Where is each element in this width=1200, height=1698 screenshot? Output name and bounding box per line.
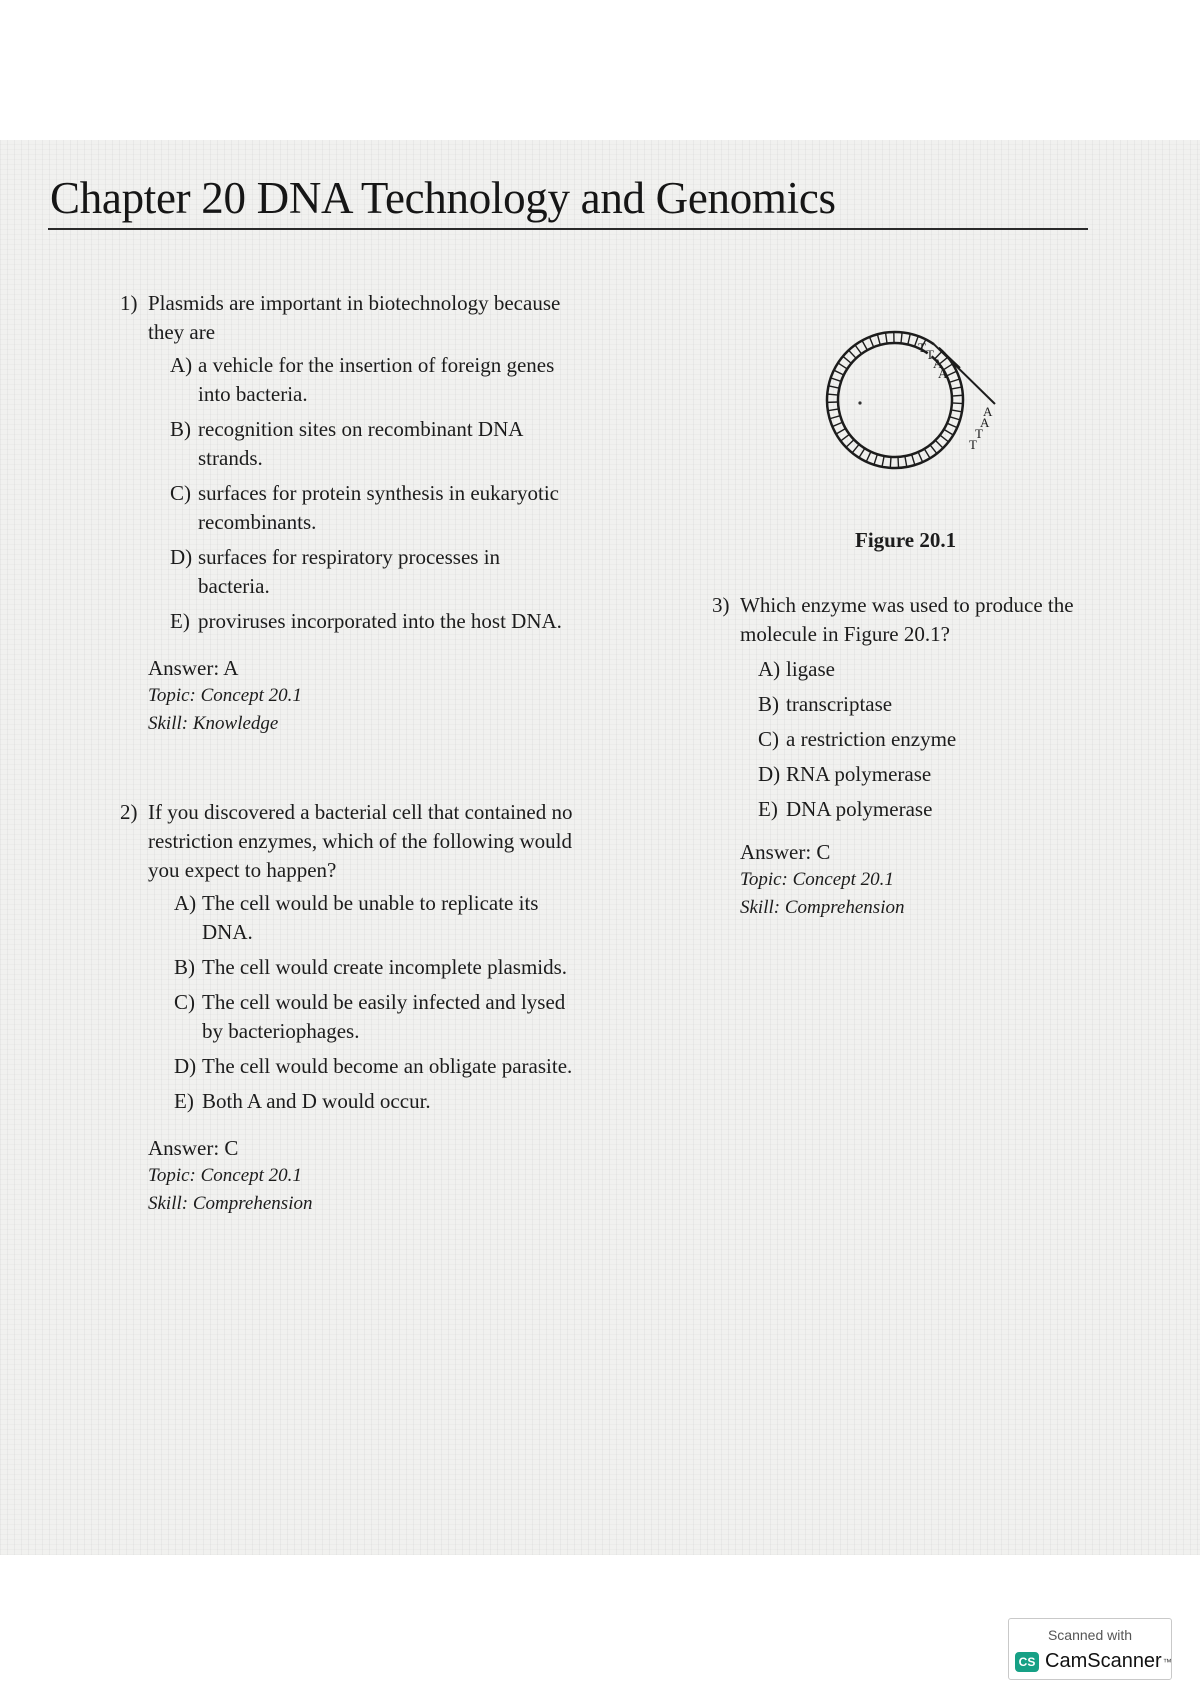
base-pair-rung bbox=[870, 337, 874, 347]
sticky-end-bottom bbox=[969, 404, 993, 452]
base-pair-rung bbox=[859, 448, 865, 457]
base-pair-rung bbox=[947, 423, 957, 427]
base-pair-rung bbox=[886, 333, 888, 344]
base-pair-rung bbox=[846, 440, 854, 448]
base-pair-rung bbox=[834, 370, 844, 375]
chapter-title: Chapter 20 DNA Technology and Genomics bbox=[50, 173, 836, 223]
question-number: 2) bbox=[120, 800, 138, 824]
choice-e: E) Both A and D would occur. bbox=[174, 1089, 431, 1113]
base-pair-rung bbox=[901, 332, 902, 343]
base-pair-rung bbox=[912, 455, 915, 466]
topic-line: Topic: Concept 20.1 bbox=[148, 685, 302, 706]
base-pair-rung bbox=[890, 457, 891, 468]
base-pair-rung bbox=[830, 416, 841, 419]
base-pair-rung bbox=[849, 350, 857, 358]
base-pair-rung bbox=[940, 435, 949, 442]
sticky-end-base: T bbox=[969, 437, 977, 452]
sticky-end-base: T bbox=[918, 340, 926, 355]
base-pair-rung bbox=[862, 341, 867, 351]
figure-dot bbox=[858, 401, 861, 404]
choice-d: D) The cell would become an obligate parasite. bbox=[174, 1054, 573, 1078]
sticky-end-base: A bbox=[938, 366, 948, 381]
choice-b: B) recognition sites on recombinant DNA strands. bbox=[170, 417, 523, 470]
base-pair-rung bbox=[852, 444, 859, 453]
question-number: 3) bbox=[712, 593, 730, 617]
base-pair-rung bbox=[836, 429, 846, 435]
choice-c: C) a restriction enzyme bbox=[758, 727, 957, 751]
answer-block bbox=[148, 654, 565, 738]
choice-a: A) ligase bbox=[758, 657, 835, 681]
question-stem: Which enzyme was used to produce the molecule in Figure 20.1? bbox=[740, 593, 1074, 646]
choice-b: B) The cell would create incomplete plasmids. bbox=[174, 955, 568, 979]
base-pair-rung bbox=[952, 395, 963, 396]
base-pair-rung bbox=[843, 356, 851, 363]
figure-caption: Figure 20.1 bbox=[855, 528, 957, 552]
choice-c: C) surfaces for protein synthesis in eukaryotic recombinants. bbox=[170, 481, 559, 534]
base-pair-rung bbox=[949, 379, 959, 382]
base-pair-rung bbox=[908, 334, 910, 345]
camscanner-logo-icon: CS bbox=[1015, 1652, 1039, 1672]
question-number: 1) bbox=[120, 291, 138, 315]
base-pair-rung bbox=[841, 434, 850, 441]
base-pair-rung bbox=[935, 440, 943, 448]
base-pair-rung bbox=[947, 371, 957, 376]
base-pair-rung bbox=[874, 454, 877, 464]
question-stem: Plasmids are important in biotechnology because they are bbox=[148, 291, 561, 344]
base-pair-rung bbox=[952, 403, 963, 404]
base-pair-rung bbox=[838, 363, 847, 369]
skill-line: Skill: Comprehension bbox=[740, 897, 905, 918]
base-pair-rung bbox=[898, 457, 899, 468]
answer-line: Answer: C bbox=[740, 840, 831, 864]
choice-e: E) proviruses incorporated into the host DNA. bbox=[170, 609, 562, 633]
base-pair-rung bbox=[866, 452, 871, 462]
base-pair-rung bbox=[877, 334, 880, 345]
choice-list bbox=[170, 351, 565, 636]
sticky-end-base: A bbox=[933, 356, 943, 371]
choice-list bbox=[758, 655, 1132, 824]
base-pair-rung bbox=[828, 409, 839, 411]
base-pair-rung bbox=[918, 452, 922, 462]
trademark-symbol: ™ bbox=[1162, 1656, 1172, 1667]
choice-c: C) The cell would be easily infected and lysed by bacteriophages. bbox=[174, 990, 566, 1043]
choice-list bbox=[174, 889, 590, 1116]
choice-d: D) RNA polymerase bbox=[758, 762, 932, 786]
sticky-end-base: A bbox=[983, 404, 993, 419]
base-pair-rung bbox=[924, 449, 930, 458]
choice-e: E) DNA polymerase bbox=[758, 797, 933, 821]
base-pair-rung bbox=[828, 386, 839, 388]
answer-block bbox=[148, 1134, 590, 1218]
skill-line: Skill: Knowledge bbox=[148, 713, 279, 734]
question-2 bbox=[120, 798, 590, 1218]
choice-d: D) surfaces for respiratory processes in bacteria. bbox=[170, 545, 501, 598]
base-pair-rung bbox=[827, 394, 838, 395]
question-1 bbox=[120, 289, 565, 738]
sticky-end-base: A bbox=[980, 415, 990, 430]
plasmid-figure bbox=[805, 312, 1020, 487]
base-pair-rung bbox=[951, 387, 962, 389]
scanned-with-label: Scanned with bbox=[1047, 1627, 1133, 1643]
base-pair-rung bbox=[855, 345, 861, 354]
base-pair-rung bbox=[951, 410, 962, 412]
base-pair-rung bbox=[832, 422, 842, 426]
base-pair-rung bbox=[944, 429, 953, 435]
title-underline bbox=[48, 228, 1088, 230]
answer-line: Answer: A bbox=[148, 656, 239, 680]
base-pair-rung bbox=[882, 456, 884, 467]
topic-line: Topic: Concept 20.1 bbox=[148, 1165, 302, 1186]
sticky-end-base: T bbox=[975, 426, 983, 441]
camscanner-brand: CamScanner bbox=[1045, 1650, 1162, 1672]
topic-line: Topic: Concept 20.1 bbox=[740, 869, 894, 890]
choice-a: A) The cell would be unable to replicate its DNA. bbox=[174, 891, 539, 944]
skill-line: Skill: Comprehension bbox=[148, 1193, 313, 1214]
question-3 bbox=[712, 591, 1132, 922]
base-pair-rung bbox=[950, 417, 961, 420]
question-stem: If you discovered a bacterial cell that contained no restriction enzymes, which of the following would you expect to happen? bbox=[148, 800, 573, 882]
choice-b: B) transcriptase bbox=[758, 692, 893, 716]
base-pair-rung bbox=[831, 378, 841, 382]
answer-block bbox=[740, 838, 1132, 922]
base-pair-rung bbox=[930, 445, 937, 454]
sticky-end-base: T bbox=[926, 347, 934, 362]
choice-a: A) a vehicle for the insertion of foreign genes into bacteria. bbox=[170, 353, 555, 406]
camscanner-badge bbox=[1008, 1618, 1172, 1680]
base-pair-rung bbox=[905, 456, 907, 467]
answer-line: Answer: C bbox=[148, 1136, 239, 1160]
